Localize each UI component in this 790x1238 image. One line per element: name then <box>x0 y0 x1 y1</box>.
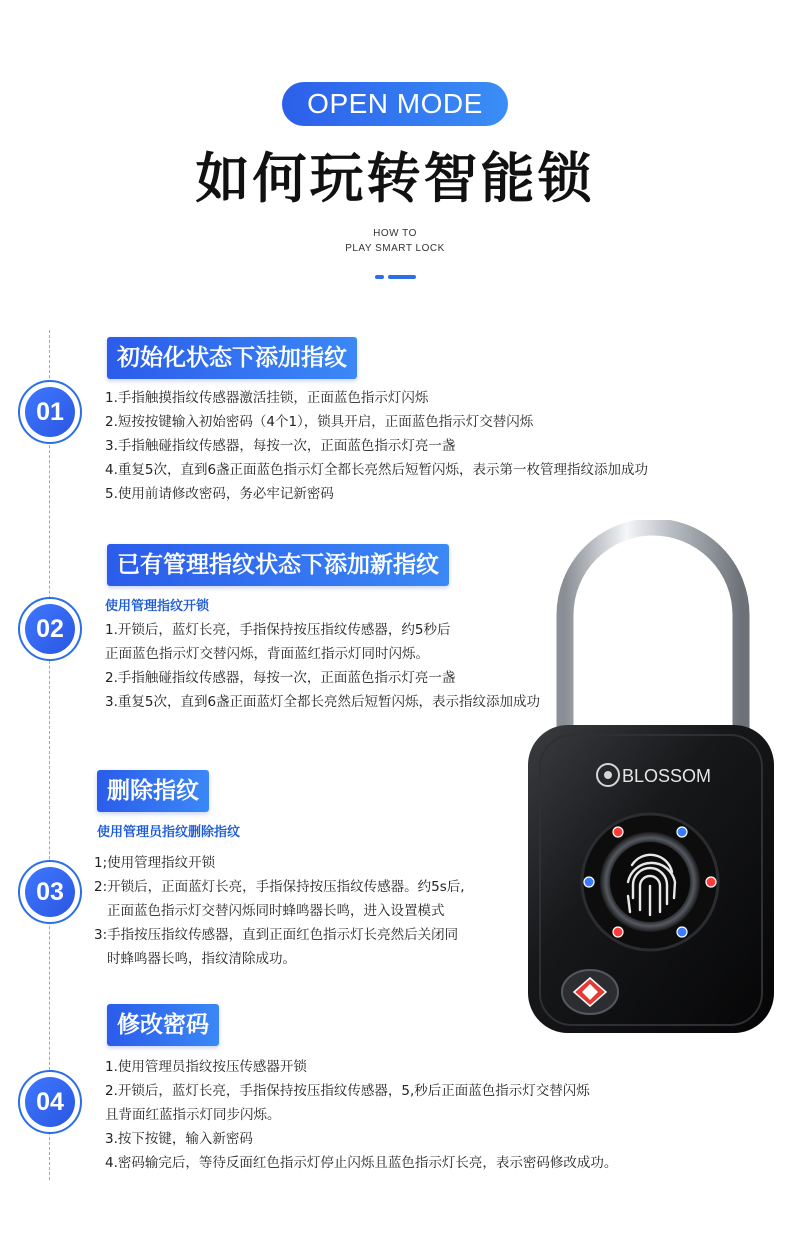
step-line: 1.手指触摸指纹传感器激活挂锁，正面蓝色指示灯闪烁 <box>105 390 429 406</box>
subtitle-line-2: PLAY SMART LOCK <box>345 243 445 254</box>
led-red <box>706 877 716 887</box>
step-line: 3.重复5次，直到6盏正面蓝灯全都长亮然后短暂闪烁，表示指纹添加成功 <box>105 694 541 710</box>
step-line: 2.开锁后，蓝灯长亮，手指保持按压指纹传感器，5,秒后正面蓝色指示灯交替闪烁 <box>105 1083 590 1099</box>
timeline-line <box>49 330 50 1180</box>
step-number-4 <box>18 1070 82 1134</box>
led-blue <box>677 927 687 937</box>
step-line: 1;使用管理指纹开锁 <box>94 855 216 871</box>
section-title-2: 已有管理指纹状态下添加新指纹 <box>107 544 449 586</box>
shackle <box>565 527 741 735</box>
section-title-1: 初始化状态下添加指纹 <box>107 337 357 379</box>
step-number-3 <box>18 860 82 924</box>
led-red <box>613 927 623 937</box>
step-line: 2:开锁后，正面蓝灯长亮，手指保持按压指纹传感器。约5s后, <box>94 879 465 895</box>
step-line: 4.重复5次，直到6盏正面蓝色指示灯全都长亮然后短暂闪烁，表示第一枚管理指纹添加成功 <box>105 462 649 478</box>
step-line: 3.按下按键，输入新密码 <box>105 1131 253 1147</box>
step-number-3-label: 03 <box>25 867 75 917</box>
step-line: 时蜂鸣器长鸣，指纹清除成功。 <box>107 951 296 967</box>
led-blue <box>584 877 594 887</box>
section-subheading-2: 使用管理指纹开锁 <box>105 599 210 614</box>
subtitle-line-1: HOW TO <box>373 228 417 239</box>
section-subheading-3: 使用管理员指纹删除指纹 <box>97 825 241 840</box>
step-line: 1.使用管理员指纹按压传感器开锁 <box>105 1059 307 1075</box>
divider-dot <box>375 275 384 279</box>
divider-bar <box>388 275 416 279</box>
step-number-2 <box>18 597 82 661</box>
step-line: 3:手指按压指纹传感器，直到正面红色指示灯长亮然后关闭同 <box>94 927 459 943</box>
open-mode-badge: OPEN MODE <box>282 82 508 126</box>
page-title: 如何玩转智能锁 <box>195 147 595 210</box>
brand-name: BLOSSOM <box>622 766 712 786</box>
step-line: 1.开锁后，蓝灯长亮，手指保持按压指纹传感器，约5秒后 <box>105 622 451 638</box>
step-number-2-label: 02 <box>25 604 75 654</box>
step-line: 4.密码输完后，等待反面红色指示灯停止闪烁且蓝色指示灯长亮，表示密码修改成功。 <box>105 1155 618 1171</box>
step-number-4-label: 04 <box>25 1077 75 1127</box>
step-number-1-label: 01 <box>25 387 75 437</box>
step-number-1 <box>18 380 82 444</box>
step-line: 2.短按按键输入初始密码（4个1），锁具开启，正面蓝色指示灯交替闪烁 <box>105 414 534 430</box>
led-blue <box>677 827 687 837</box>
smart-padlock-illustration <box>520 520 780 1040</box>
section-title-4: 修改密码 <box>107 1004 219 1046</box>
step-line: 2.手指触碰指纹传感器，每按一次，正面蓝色指示灯亮一盏 <box>105 670 456 686</box>
led-red <box>613 827 623 837</box>
step-line: 5.使用前请修改密码，务必牢记新密码 <box>105 486 334 502</box>
step-line: 3.手指触碰指纹传感器，每按一次，正面蓝色指示灯亮一盏 <box>105 438 456 454</box>
step-line: 正面蓝色指示灯交替闪烁，背面蓝红指示灯同时闪烁。 <box>105 646 429 662</box>
section-title-3: 删除指纹 <box>97 770 209 812</box>
step-line: 且背面红蓝指示灯同步闪烁。 <box>105 1107 281 1123</box>
step-line: 正面蓝色指示灯交替闪烁同时蜂鸣器长鸣，进入设置模式 <box>107 903 445 919</box>
